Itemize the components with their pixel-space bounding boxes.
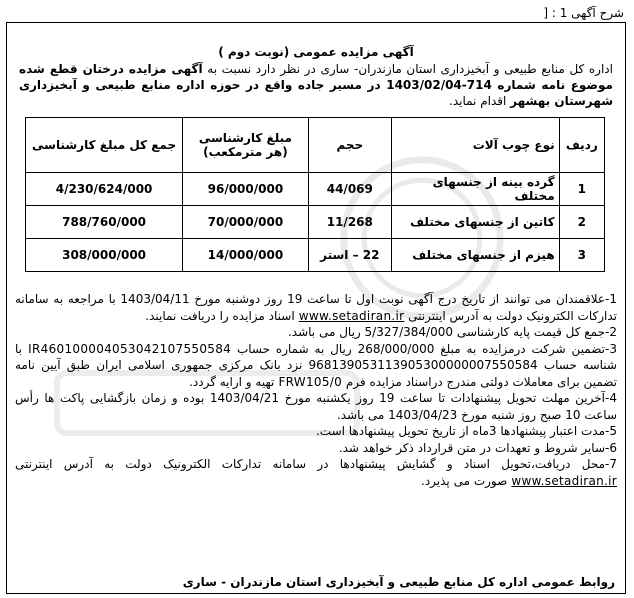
note-4: 4-آخرین مهلت تحویل پیشنهادات تا ساعت 19 روز یکشنبه مورخ 1403/04/21 بوده و زمان بازگشایی پاکت ها رأس ساعت 10 صبح روز شنبه مورخ 1403/04/23 می باشد. [15, 391, 617, 422]
note-7-tail: صورت می پذیرد. [421, 473, 512, 488]
notes-list [15, 291, 617, 489]
intro-part2: اقدام نماید. [449, 94, 511, 108]
header-unit-price: مبلغ کارشناسی (هر مترمکعب) [183, 118, 309, 173]
intro-paragraph [19, 61, 613, 109]
note-3: 3-تضمین شرکت درمزایده به مبلغ 268/000/000 ریال به شماره حساب IR460100004053042107550584 با شناسه حساب 968139053113905300000007550584 نزد بانک مرکزی جمهوری اسلامی ایران طبق آیین نامه تضمین برای معاملات دولتی مندرج دراسناد مزایده فرم FRW105/0 تهیه و ارایه گردد. [15, 341, 617, 389]
items-table [25, 117, 605, 272]
cell-type: گرده بینه از جنسهای مختلف [391, 173, 559, 206]
cell-volume: 22 – استر [308, 239, 391, 272]
table-header-row [26, 118, 605, 173]
cell-row-no: 1 [559, 173, 604, 206]
ad-label: شرح آگهی 1 : [ [543, 6, 624, 20]
notice-title: آگهی مزایده عمومی (نوبت دوم ) [218, 45, 414, 59]
cell-type: هیزم از جنسهای مختلف [391, 239, 559, 272]
header-row-no: ردیف [559, 118, 604, 173]
note-1 [15, 291, 617, 324]
cell-total: 308/000/000 [26, 239, 183, 272]
intro-part1: اداره کل منابع طبیعی و آبخیزداری استان مازندران- ساری در نظر دارد نسبت به [202, 62, 613, 76]
notice-frame [6, 22, 626, 594]
intro-bold: آگهی مزایده درختان قطع شده موضوع نامه شماره 714-1403/02/04 در مسیر جاده واقع در حوزه اداره منابع طبیعی و آبخیزداری شهرستان بهشهر [19, 62, 613, 108]
footer-public-relations: روابط عمومی اداره کل منابع طبیعی و آبخیزداری استان مازندران - ساری [182, 575, 615, 589]
cell-type: کاتین از جنسهای مختلف [391, 206, 559, 239]
note-5: 5-مدت اعتبار پیشنهادها 3ماه از تاریخ تحویل پیشنهادها است. [315, 424, 617, 438]
cell-volume: 44/069 [308, 173, 391, 206]
note-1-tail: اسناد مزایده را دریافت نمایند. [145, 308, 299, 323]
header-total: جمع کل مبلغ کارشناسی [26, 118, 183, 173]
cell-total: 4/230/624/000 [26, 173, 183, 206]
note-1-text: 1-علاقمندان می توانند از تاریخ درج آگهی نوبت اول تا ساعت 19 روز دوشنبه مورخ 1403/04/11 با مراجعه به سامانه تدارکات الکترونیک دولت به آدرس اینترنتی [15, 292, 617, 323]
note-7 [15, 456, 617, 489]
note-6: 6-سایر شروط و تعهدات در متن قرارداد ذکر خواهد شد. [338, 440, 617, 455]
cell-unit-price: 14/000/000 [183, 239, 309, 272]
cell-unit-price: 96/000/000 [183, 173, 309, 206]
ad-label-text: شرح آگهی 1 : [551, 6, 624, 20]
cell-volume: 11/268 [308, 206, 391, 239]
note-2: 2-جمع کل قیمت پایه کارشناسی 5/327/384/000 ریال می باشد. [287, 325, 617, 339]
table-row [26, 206, 605, 239]
cell-row-no: 3 [559, 239, 604, 272]
cell-total: 788/760/000 [26, 206, 183, 239]
table-row [26, 173, 605, 206]
setadiran-link[interactable]: www.setadiran.ir [511, 473, 617, 488]
cell-row-no: 2 [559, 206, 604, 239]
cell-unit-price: 70/000/000 [183, 206, 309, 239]
header-volume: حجم [308, 118, 391, 173]
header-type: نوع چوب آلات [391, 118, 559, 173]
note-7-text: 7-محل دریافت،تحویل اسناد و گشایش پیشنهادها در سامانه تدارکات الکترونیک دولت به آدرس اینترنتی [15, 457, 617, 471]
table-row [26, 239, 605, 272]
setadiran-link[interactable]: www.setadiran.ir [298, 308, 405, 323]
